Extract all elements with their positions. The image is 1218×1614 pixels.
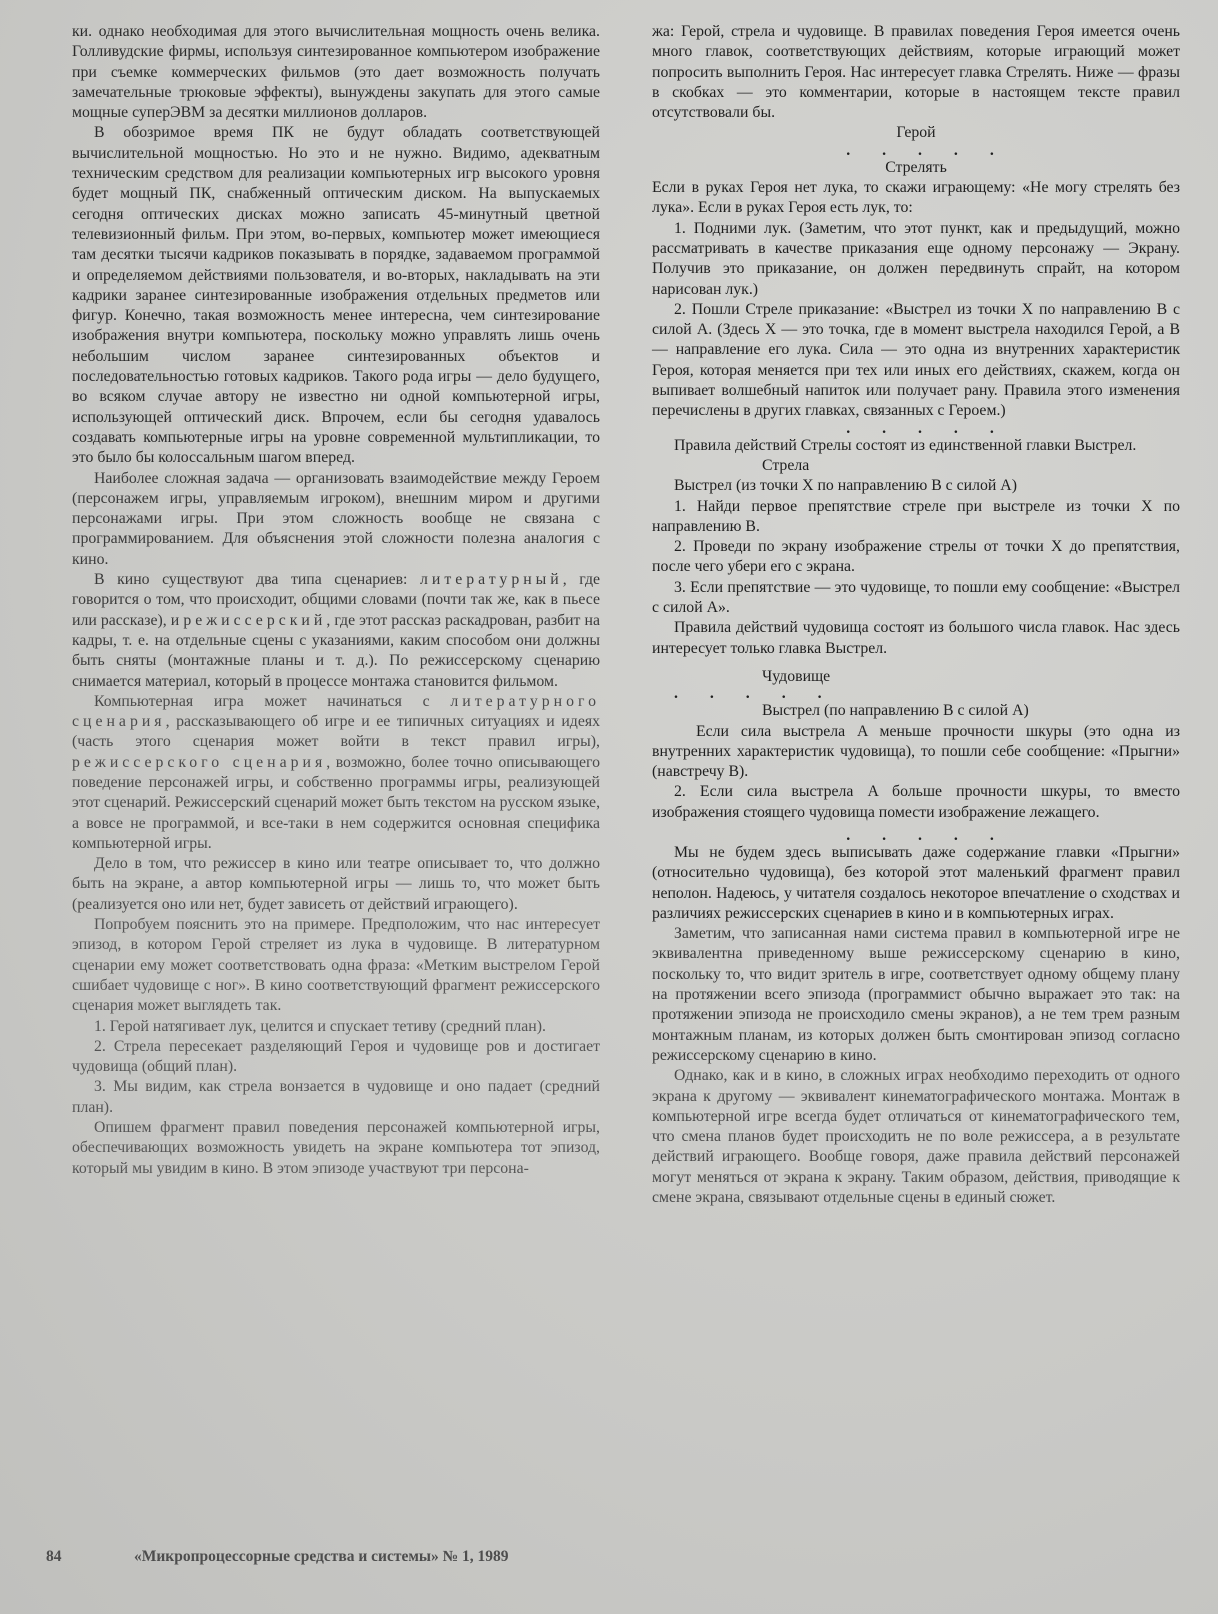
rule-step: 1. Подними лук. (Заметим, что этот пункт, как и предыдущий, можно рассматривать в качестве приказания еще одному персонажу — Экрану. Получив это приказание, он должен передвинуть спрайт, на котором нарисован лук.) [652,219,1180,298]
paragraph: Однако, как и в кино, в сложных играх необходимо переходить от одного экрана к другому — эквивалент кинематографического монтажа. Монтаж в компьютерной игре всегда будет отличаться от кинематографического тем, что смена планов будет происходить не по воле режиссера, а в результате действий играющего. Вообще говоря, даже правила действий персонажей могут меняться от экрана к экрану. Таким образом, действия, приводящие к смене экрана, связывают отдельные сцены в единый сюжет. [652,1067,1180,1207]
text-span: Компьютерная игра может начинаться с [94,692,451,710]
paragraph: Заметим, что записанная нами система правил в компьютерной игре не эквивалентна приведенному выше режиссерскому сценарию в кино, поскольку то, что видит зритель в игре, соответствует одному общему плану на протяжении всего эпизода (программист обычно выражает это так: на протяжении эпизода не происходило смены экранов), а не тем трем разным монтажным планам, из которых должен быть смонтирован эпизод согласно режиссерскому сценарию в кино. [652,925,1180,1064]
term-director-script: режиссерского сценария [72,753,327,771]
paragraph: Мы не будем здесь выписывать даже содержание главки «Прыгни» (относительно чудовища), без которой этот маленький фрагмент правил неполон. Надеюсь, у читателя создалось некоторое впечатление о сходствах и различиях режиссерских сценариев в кино и в компьютерных играх. [652,843,1180,922]
script-step: 1. Герой натягивает лук, целится и спускает тетиву (средний план). [94,1017,546,1035]
text-span: , где этот рассказ раскадрован, разбит на кадры, т. е. на отдельные сцены с указаниями, каким способом они должны быть сняты (монтажные планы и т. д.). По режиссерскому сценарию снимается материал, который в процессе монтажа становится фильмом. [72,611,601,690]
script-step: 3. Мы видим, как стрела вонзается в чудовище и оно падает (средний план). [72,1078,600,1116]
left-column [72,22,600,1179]
rule-step: Если сила выстрела A меньше прочности шкуры (это одна из внутренних характеристик чудовища), то пошли себе сообщение: «Прыгни» (навстречу B). [652,722,1180,781]
ellipsis-dots: . . . . . [846,141,1008,159]
paragraph: ки. однако необходимая для этого вычислительная мощность очень велика. Голливудские фирмы, используя синтезированное компьютером изображение при съемке коммерческих фильмов (это дает возможность получать замечательные трюковые эффекты), вынуждены закупать для этого самые мощные суперЭВМ за десятки миллионов долларов. [72,23,600,122]
section-heading-hero: Герой [896,124,936,142]
subsection-heading-shoot: Стрелять [885,158,947,176]
text-span: , возможно, более точно описывающего поведение персонажей игры, и собственно программы игры, реализующей этот сценарий. Режиссерский сценарий может быть текстом на русском языке, а вовсе не программой, и все-таки в нем содержится основная специфика компьютерной игры. [72,753,601,852]
text-span: , рассказывающего об игре и ее типичных ситуациях и идеях (часть этого сценария может войти в текст правил игры), [72,713,600,751]
paragraph: Опишем фрагмент правил поведения персонажей компьютерной игры, обеспечивающих возможность увидеть на экране компьютера тот эпизод, который мы увидим в кино. В этом эпизоде участвуют три персона- [72,1119,600,1177]
rule-step: 2. Если сила выстрела A больше прочности шкуры, то вместо изображения стоящего чудовища помести изображение лежащего. [652,783,1180,821]
rule-step: 1. Найди первое препятствие стреле при выстреле из точки X по направлению B. [652,497,1180,535]
paragraph-cinema-scripts [72,570,600,692]
paragraph: Правила действий Стрелы состоят из единственной главки Выстрел. [674,436,1137,454]
term-literary-script: литературного сценария [72,692,600,731]
text-span: , где говорится о том, что происходит, общими словами (почти так же, как в пьесе или рассказе), и [72,571,600,629]
subsection-heading-shot: Выстрел (из точки X по направлению B с силой A) [674,477,1017,495]
paragraph: Наиболее сложная задача — организовать взаимодействие между Героем (персонажем игры, управляемым игроком), внешним миром и другими персонажами игры. При этом сложность вообще не связана с программированием. Для объяснения этой сложности полезна аналогия с кино. [72,469,600,568]
page-number: 84 [46,1548,62,1565]
term-literary: литературный [419,571,563,589]
subsection-heading-monster-shot: Выстрел (по направлению B с силой A) [762,702,1029,720]
rule-step: 3. Если препятствие — это чудовище, то пошли ему сообщение: «Выстрел с силой A». [652,578,1180,617]
section-heading-monster: Чудовище [762,667,831,685]
paragraph-game-scripts [72,692,600,854]
right-column [652,22,1180,1208]
section-heading-arrow: Стрела [762,456,810,474]
journal-title: «Микропроцессорные средства и системы» № 1, 1989 [134,1548,509,1565]
ellipsis-dots: . . . . . [846,826,1008,844]
term-director: режиссерский [183,611,327,629]
paragraph: жа: Герой, стрела и чудовище. В правилах поведения Героя имеется очень много главок, соответствующих действиям, которые играющий может попросить выполнить Героя. Нас интересует главка Стрелять. Ниже — фразы в скобках — это комментарии, которые в настоящем тексте правил отсутствовали бы. [652,23,1180,122]
text-span: В кино существуют два типа сценариев: [94,571,420,589]
script-step: 2. Стрела пересекает разделяющий Героя и чудовище ров и достигает чудовища (общий план). [72,1037,600,1076]
paragraph: В обозримое время ПК не будут обладать соответствующей вычислительной мощностью. Но это и не нужно. Видимо, адекватным техническим средством для реализации компьютерных игр высокого уровня будет мощный ПК, снабженный оптическим диском. На выпускаемых сегодня оптических дисках можно записать 45-минутный цветной телевизионный фильм. При этом, во-первых, компьютер может имеющиеся там десятки тысячи кадриков показывать в порядке, задаваемом программой и определяемом действиями пользователя, и во-вторых, накладывать на эти кадрики заранее синтезированные изображения отдельных предметов или фигур. Конечно, такая возможность менее интересна, чем синтезирование изображения внутри компьютера, поскольку можно управлять лишь очень небольшим числом заранее синтезированных объектов и последовательностью готовых кадриков. Такого рода игры — дело будущего, во всяком случае автору не известно ни одной компьютерной игры, использующей оптический диск. Впрочем, если бы сегодня удавалось создавать компьютерные игры на уровне современной мультипликации, то это было бы колоссальным шагом вперед. [72,124,600,467]
paragraph: Правила действий чудовища состоят из большого числа главок. Нас здесь интересует только главка Выстрел. [652,619,1180,657]
rule-step: 2. Проведи по экрану изображение стрелы от точки X до препятствия, после чего убери его с экрана. [652,538,1180,576]
rule-step: 2. Пошли Стреле приказание: «Выстрел из точки X по направлению B с силой A. (Здесь X — это точка, где в момент выстрела находился Герой, а B — направление его лука. Сила — это одна из внутренних характеристик Героя, которая меняется при тех или иных его действиях, скажем, когда он выпивает волшебный напиток или получает рану. Правила этого изменения перечислены в других главках, связанных с Героем.) [652,300,1180,420]
ellipsis-dots: . . . . . [674,685,836,703]
paragraph: Если в руках Героя нет лука, то скажи играющему: «Не могу стрелять без лука». Если в руках Героя есть лук, то: [652,179,1180,217]
paragraph: Дело в том, что режиссер в кино или театре описывает то, что должно быть на экране, а автор компьютерной игры — лишь то, что может быть (реализуется оно или нет, будет зависеть от действий играющего). [72,855,600,913]
ellipsis-dots: . . . . . [846,419,1008,437]
paragraph: Попробуем пояснить это на примере. Предположим, что нас интересует эпизод, в котором Герой стреляет из лука в чудовище. В литературном сценарии ему может соответствовать одна фраза: «Метким выстрелом Герой сшибает чудовище с ног». В кино соответствующий фрагмент режиссерского сценария может выглядеть так. [72,916,600,1015]
